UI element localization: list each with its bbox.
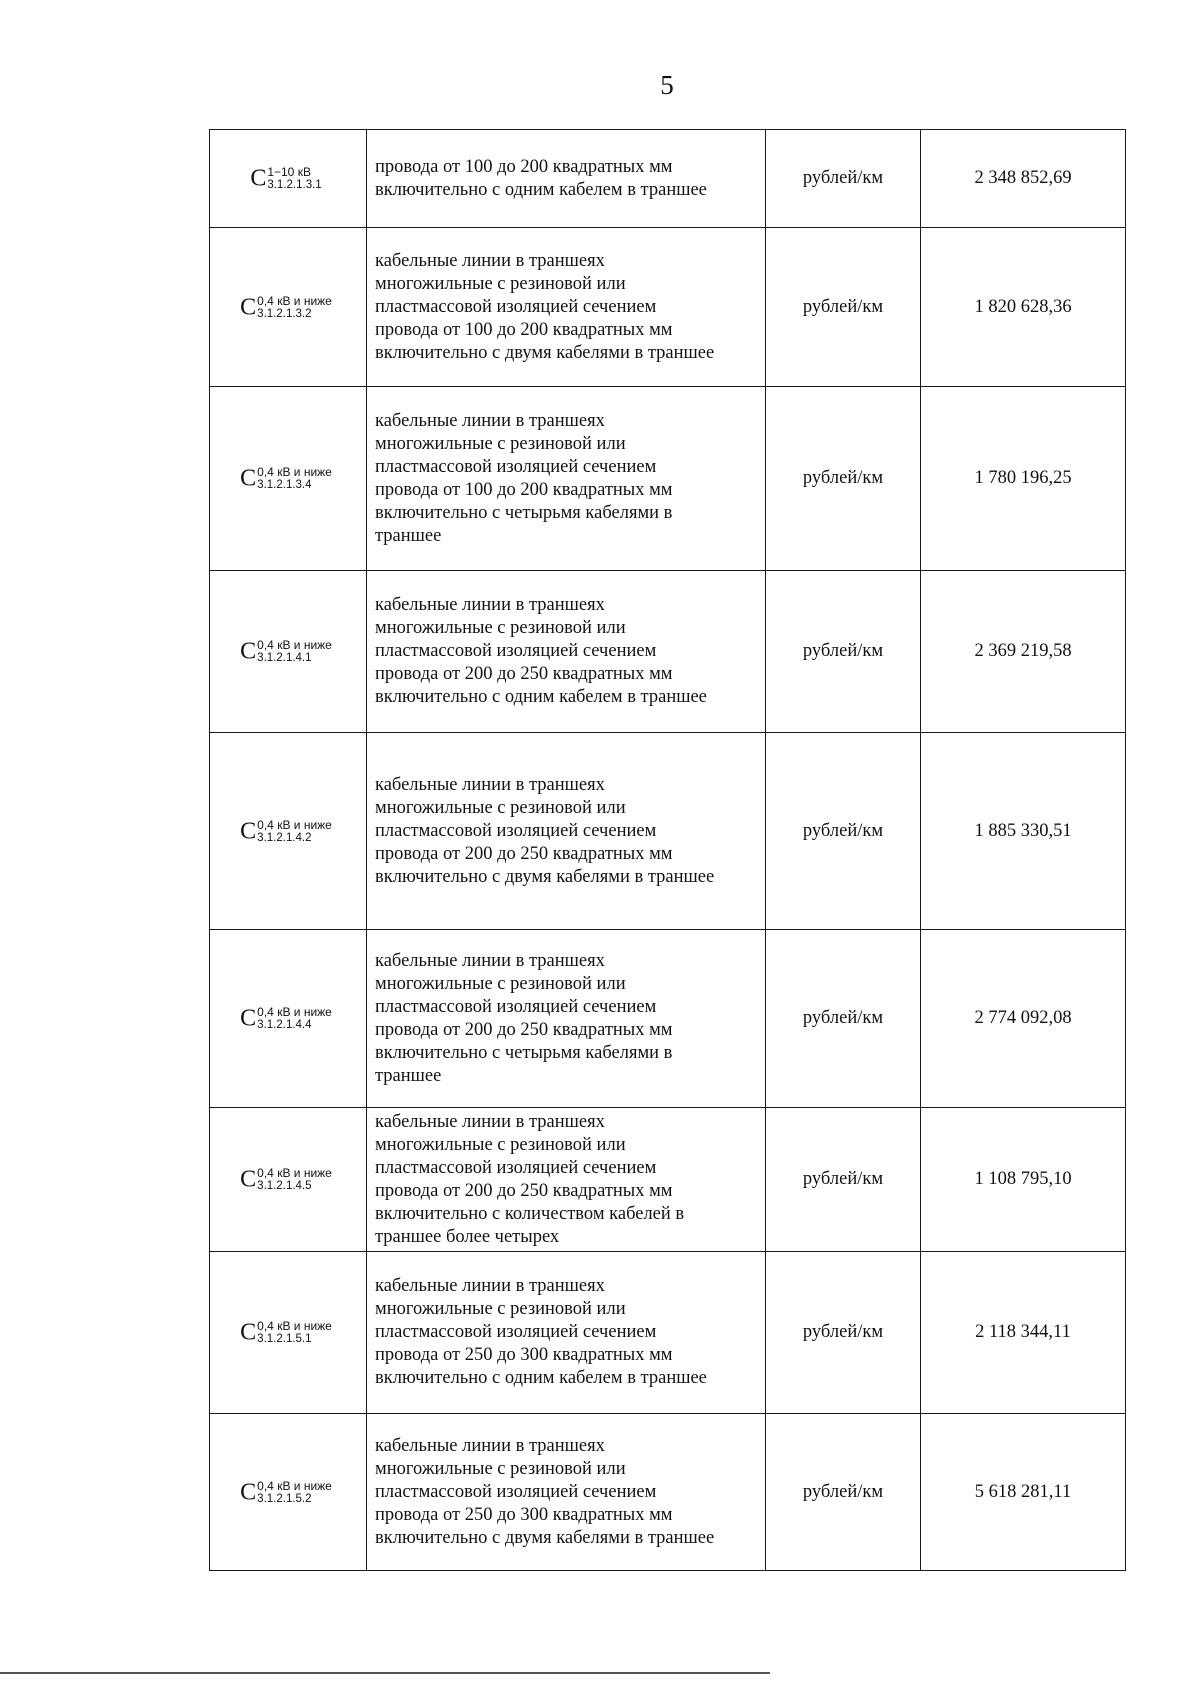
unit-cell: рублей/км xyxy=(766,571,921,733)
value-cell: 2 348 852,69 xyxy=(921,130,1126,228)
code-cell xyxy=(210,1414,367,1571)
rate-code-letter: C xyxy=(240,465,257,492)
unit-cell: рублей/км xyxy=(766,387,921,571)
rate-code xyxy=(250,165,325,191)
table-row xyxy=(210,733,1126,930)
rate-code-index: 3.1.2.1.5.1 xyxy=(257,1333,312,1346)
rate-code-voltage: 1−10 кВ xyxy=(267,165,311,180)
description-text: кабельные линии в траншеях многожильные с резиновой или пластмассовой изоляцией сечением провода от 250 до 300 квадратных мм включительно с одним кабелем в траншее xyxy=(375,1276,707,1388)
table-row xyxy=(210,130,1126,228)
unit-cell: рублей/км xyxy=(766,1252,921,1414)
description-cell xyxy=(367,571,766,733)
rate-code-voltage: 0,4 кВ и ниже xyxy=(257,638,332,653)
table-row xyxy=(210,228,1126,387)
value-cell: 1 885 330,51 xyxy=(921,733,1126,930)
rate-code xyxy=(240,465,336,491)
rate-code-letter: C xyxy=(240,638,257,665)
rate-code-voltage: 0,4 кВ и ниже xyxy=(257,817,332,832)
description-cell xyxy=(367,130,766,228)
code-cell xyxy=(210,130,367,228)
description-cell xyxy=(367,1414,766,1571)
description-cell xyxy=(367,228,766,387)
code-cell xyxy=(210,733,367,930)
rate-code-index: 3.1.2.1.5.2 xyxy=(257,1492,312,1505)
rate-code xyxy=(240,818,336,844)
unit-cell: рублей/км xyxy=(766,733,921,930)
rate-code-voltage: 0,4 кВ и ниже xyxy=(257,1478,332,1493)
description-text: кабельные линии в траншеях многожильные с резиновой или пластмассовой изоляцией сечением провода от 200 до 250 квадратных мм включительно с одним кабелем в траншее xyxy=(375,595,707,707)
rate-code xyxy=(240,294,336,320)
value-cell: 5 618 281,11 xyxy=(921,1414,1126,1571)
value-cell: 2 369 219,58 xyxy=(921,571,1126,733)
rate-code-index: 3.1.2.1.4.2 xyxy=(257,831,312,844)
rate-code xyxy=(240,1479,336,1505)
value-cell: 1 108 795,10 xyxy=(921,1108,1126,1252)
description-text: кабельные линии в траншеях многожильные с резиновой или пластмассовой изоляцией сечением провода от 250 до 300 квадратных мм включительно с двумя кабелями в траншее xyxy=(375,1435,715,1548)
rate-code-index: 3.1.2.1.4.1 xyxy=(257,652,312,665)
description-text: кабельные линии в траншеях многожильные с резиновой или пластмассовой изоляцией сечением провода от 100 до 200 квадратных мм включительно с четырьмя кабелями в траншее xyxy=(375,410,673,546)
rate-code xyxy=(240,1166,336,1192)
value-cell: 2 774 092,08 xyxy=(921,930,1126,1108)
table-row xyxy=(210,387,1126,571)
code-cell xyxy=(210,1252,367,1414)
value-cell: 1 820 628,36 xyxy=(921,228,1126,387)
rate-code-index: 3.1.2.1.3.1 xyxy=(267,179,322,192)
rate-code-letter: C xyxy=(240,1319,257,1346)
rate-code-letter: C xyxy=(240,1166,257,1193)
rate-code xyxy=(240,1319,336,1345)
rate-code-index: 3.1.2.1.4.5 xyxy=(257,1180,312,1193)
unit-cell: рублей/км xyxy=(766,130,921,228)
description-text: провода от 100 до 200 квадратных мм включительно с одним кабелем в траншее xyxy=(375,156,707,200)
code-cell xyxy=(210,1108,367,1252)
table-row xyxy=(210,1108,1126,1252)
rate-code-voltage: 0,4 кВ и ниже xyxy=(257,1166,332,1181)
description-text: кабельные линии в траншеях многожильные с резиновой или пластмассовой изоляцией сечением провода от 200 до 250 квадратных мм включительно с двумя кабелями в траншее xyxy=(375,774,715,887)
rate-code-letter: C xyxy=(250,165,267,192)
table-row xyxy=(210,1414,1126,1571)
value-cell: 1 780 196,25 xyxy=(921,387,1126,571)
code-cell xyxy=(210,930,367,1108)
scan-bottom-line xyxy=(0,1672,770,1674)
description-cell xyxy=(367,930,766,1108)
code-cell xyxy=(210,228,367,387)
rate-code-letter: C xyxy=(240,1479,257,1506)
rate-code-letter: C xyxy=(240,818,257,845)
rate-code-letter: C xyxy=(240,1005,257,1032)
code-cell xyxy=(210,571,367,733)
rate-code-index: 3.1.2.1.3.4 xyxy=(257,479,312,492)
unit-cell: рублей/км xyxy=(766,228,921,387)
rate-code-index: 3.1.2.1.3.2 xyxy=(257,307,312,320)
page-number: 5 xyxy=(660,70,674,100)
value-cell: 2 118 344,11 xyxy=(921,1252,1126,1414)
rates-table-body xyxy=(210,130,1126,1571)
description-cell xyxy=(367,733,766,930)
unit-cell: рублей/км xyxy=(766,1414,921,1571)
description-text: кабельные линии в траншеях многожильные с резиновой или пластмассовой изоляцией сечением провода от 100 до 200 квадратных мм включительно с двумя кабелями в траншее xyxy=(375,250,715,363)
table-row xyxy=(210,571,1126,733)
rate-code-voltage: 0,4 кВ и ниже xyxy=(257,1005,332,1020)
rate-code-voltage: 0,4 кВ и ниже xyxy=(257,465,332,480)
rate-code xyxy=(240,638,336,664)
description-cell xyxy=(367,1108,766,1252)
rate-code-voltage: 0,4 кВ и ниже xyxy=(257,1319,332,1334)
code-cell xyxy=(210,387,367,571)
rate-code-voltage: 0,4 кВ и ниже xyxy=(257,293,332,308)
table-row xyxy=(210,1252,1126,1414)
description-cell xyxy=(367,387,766,571)
rates-table xyxy=(209,129,1126,1571)
description-text: кабельные линии в траншеях многожильные с резиновой или пластмассовой изоляцией сечением провода от 200 до 250 квадратных мм включительно с количеством кабелей в траншее более четырех xyxy=(375,1111,685,1247)
description-text: кабельные линии в траншеях многожильные с резиновой или пластмассовой изоляцией сечением провода от 200 до 250 квадратных мм включительно с четырьмя кабелями в траншее xyxy=(375,950,673,1086)
unit-cell: рублей/км xyxy=(766,930,921,1108)
rate-code xyxy=(240,1005,336,1031)
description-cell xyxy=(367,1252,766,1414)
unit-cell: рублей/км xyxy=(766,1108,921,1252)
rate-code-letter: C xyxy=(240,294,257,321)
rate-code-index: 3.1.2.1.4.4 xyxy=(257,1019,312,1032)
table-row xyxy=(210,930,1126,1108)
